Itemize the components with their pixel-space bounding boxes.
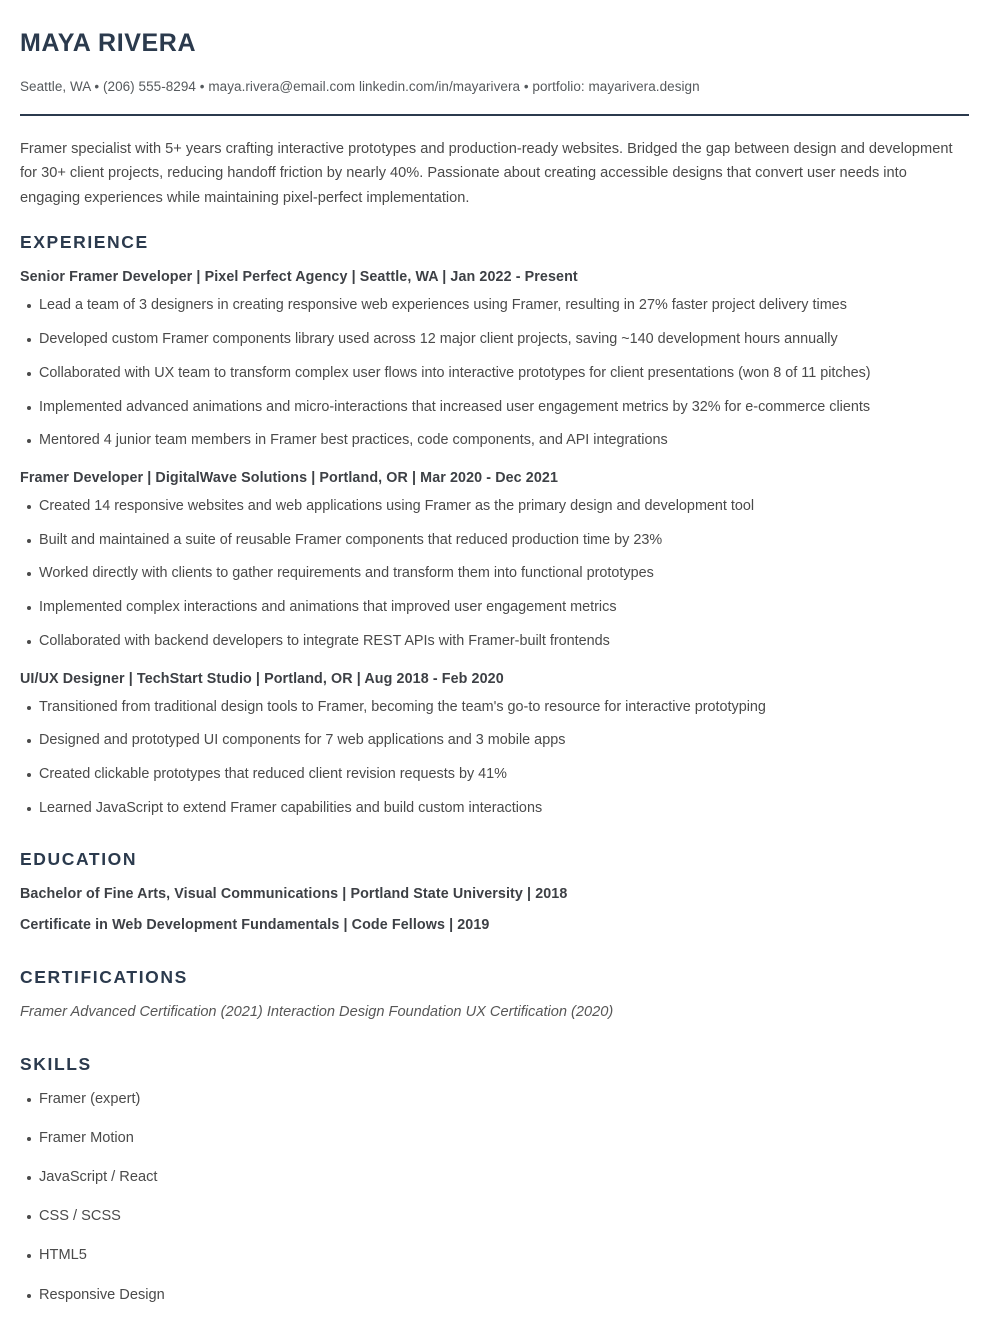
section-title-skills: SKILLS xyxy=(20,1053,92,1074)
header-divider xyxy=(20,114,969,116)
list-item: Responsive Design xyxy=(20,1285,969,1306)
job-heading: Framer Developer | DigitalWave Solutions | Portland, OR | Mar 2020 - Dec 2021 xyxy=(20,470,558,487)
list-item: Designed and prototyped UI components for 7 web applications and 3 mobile apps xyxy=(20,730,969,751)
page-title: MAYA RIVERA xyxy=(20,29,197,57)
section-certifications xyxy=(20,967,969,1024)
list-item: Worked directly with clients to gather requirements and transform them into functional prototypes xyxy=(20,563,969,584)
list-item: Framer Motion xyxy=(20,1128,969,1149)
list-item: CSS / SCSS xyxy=(20,1206,969,1227)
professional-summary: Framer specialist with 5+ years crafting interactive prototypes and production-ready websites. Bridged the gap between design and development for 30+ client projects, reducing handoff friction by nearly 40%. Passionate about creating accessible designs that convert user needs into engaging experiences while maintaining pixel-perfect implementation. xyxy=(20,140,953,206)
section-title-experience: EXPERIENCE xyxy=(20,232,149,253)
list-item: HTML5 xyxy=(20,1245,969,1266)
section-title-education: EDUCATION xyxy=(20,849,138,869)
job-bullet-list xyxy=(20,697,969,820)
list-item: Framer (expert) xyxy=(20,1089,969,1110)
list-item: Transitioned from traditional design tools to Framer, becoming the team's go-to resource for interactive prototyping xyxy=(20,697,969,718)
list-item: Mentored 4 junior team members in Framer best practices, code components, and API integrations xyxy=(20,430,969,451)
list-item: Implemented complex interactions and animations that improved user engagement metrics xyxy=(20,597,969,618)
education-entry: Certificate in Web Development Fundamentals | Code Fellows | 2019 xyxy=(20,917,490,934)
section-skills xyxy=(20,1054,969,1306)
experience-entry xyxy=(20,468,969,652)
experience-entry xyxy=(20,669,969,819)
job-heading: Senior Framer Developer | Pixel Perfect Agency | Seattle, WA | Jan 2022 - Present xyxy=(20,269,578,286)
contact-line: Seattle, WA • (206) 555-8294 • maya.rivera@email.com linkedin.com/in/mayarivera • portfolio: mayarivera.design xyxy=(20,79,700,94)
list-item: Lead a team of 3 designers in creating responsive web experiences using Framer, resulting in 27% faster project delivery times xyxy=(20,295,969,316)
list-item: Created 14 responsive websites and web applications using Framer as the primary design and development tool xyxy=(20,496,969,517)
section-title-certifications: CERTIFICATIONS xyxy=(20,966,188,987)
list-item: Collaborated with UX team to transform complex user flows into interactive prototypes for client presentations (won 8 of 11 pitches) xyxy=(20,363,969,384)
experience-entry xyxy=(20,267,969,451)
section-experience xyxy=(20,232,969,819)
skills-list xyxy=(20,1089,969,1306)
job-heading: UI/UX Designer | TechStart Studio | Portland, OR | Aug 2018 - Feb 2020 xyxy=(20,671,504,688)
job-bullet-list xyxy=(20,496,969,652)
list-item: Created clickable prototypes that reduced client revision requests by 41% xyxy=(20,764,969,785)
list-item: Developed custom Framer components library used across 12 major client projects, saving ~140 development hours annually xyxy=(20,329,969,350)
list-item: Built and maintained a suite of reusable Framer components that reduced production time by 23% xyxy=(20,530,969,551)
list-item: Learned JavaScript to extend Framer capabilities and build custom interactions xyxy=(20,798,969,819)
education-entry: Bachelor of Fine Arts, Visual Communications | Portland State University | 2018 xyxy=(20,886,568,902)
list-item: JavaScript / React xyxy=(20,1167,969,1188)
job-bullet-list xyxy=(20,295,969,451)
list-item: Collaborated with backend developers to integrate REST APIs with Framer-built frontends xyxy=(20,631,969,652)
list-item: Implemented advanced animations and micro-interactions that increased user engagement metrics by 32% for e-commerce clients xyxy=(20,397,969,418)
certifications-text: Framer Advanced Certification (2021) Interaction Design Foundation UX Certification (2020) xyxy=(20,1003,614,1020)
section-education xyxy=(20,849,969,937)
